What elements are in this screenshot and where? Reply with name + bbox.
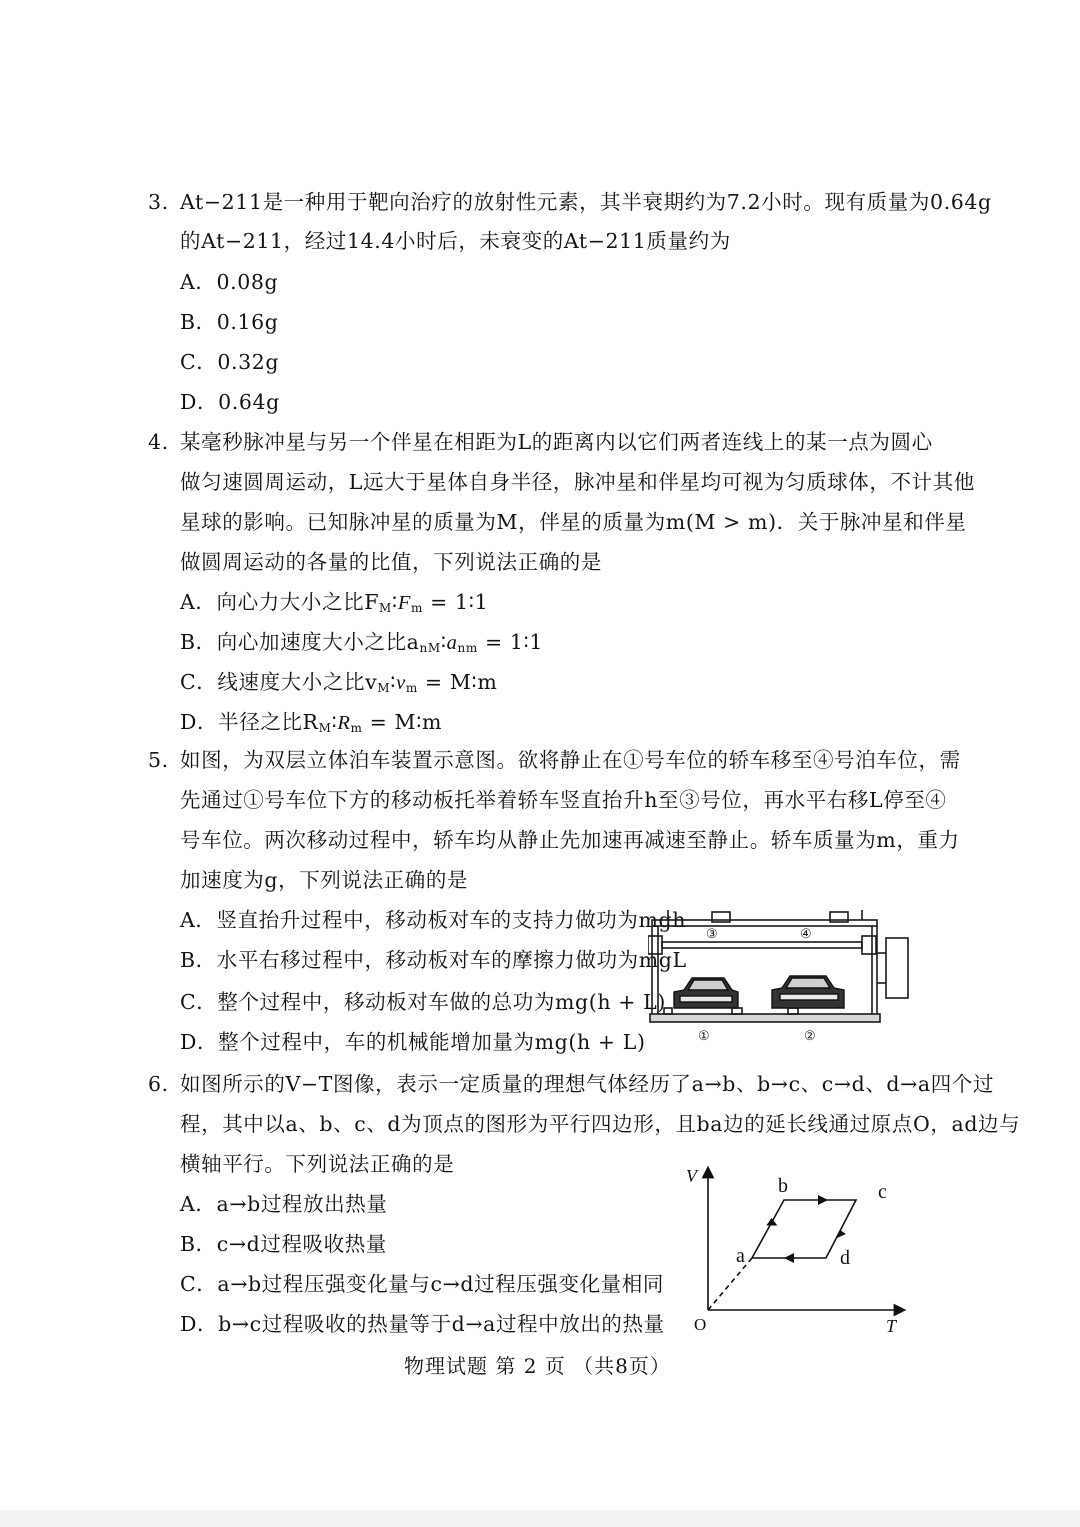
q6-option-d: D．b→c过程吸收的热量等于d→a过程中放出的热量 [180,1312,665,1336]
q4-line4: 做圆周运动的各量的比值，下列说法正确的是 [180,550,602,574]
q4-option-a-tail: = 1∶1 [430,590,489,614]
q6-option-c: C．a→b过程压强变化量与c→d过程压强变化量相同 [180,1272,664,1296]
q6-number: 6. [148,1072,169,1096]
point-b-label: b [778,1175,788,1197]
vt-graph [680,1160,910,1335]
q4-option-d: D．半径之比$R_M∶R_m$ = M∶m [180,710,443,735]
q4-sub-m: m [410,601,423,615]
vt-y-label: V [686,1166,697,1186]
q3-option-b: B．0.16g [180,310,279,334]
q6-line3: 横轴平行。下列说法正确的是 [180,1152,455,1176]
q6-line2: 程，其中以a、b、c、d为顶点的图形为平行四边形，且ba边的延长线通过原点O，ad边与 [180,1112,1021,1136]
page-footer: 物理试题 第 2 页 （共8页） [404,1354,671,1378]
q4-sub-nm: nm [457,641,478,655]
q4-option-c-tail: = M∶m [424,670,498,694]
q3-stem-line2: 的At−211，经过14.4小时后，未衰变的At−211质量约为 [180,229,731,253]
q5-line2: 先通过①号车位下方的移动板托举着轿车竖直抬升h至③号位，再水平右移L停至④ [180,788,947,812]
bottom-margin [0,1510,1080,1527]
point-c-label: c [878,1181,887,1203]
q3-stem-line1: At−211是一种用于靶向治疗的放射性元素，其半衰期约为7.2小时。现有质量为0.64g [180,190,992,214]
slot1-label: ① [698,1028,710,1043]
q4-option-b-tail: = 1∶1 [484,630,544,654]
q3-option-a: A．0.08g [180,270,279,294]
arrow-ab [766,1218,778,1227]
q4-option-a: A．向心力大小之比$F_M∶F_m$ = 1∶1 [180,590,489,615]
q4-number: 4. [148,430,169,454]
q5-option-a: A．竖直抬升过程中，移动板对车的支持力做功为mgh [180,908,687,932]
q4-line2: 做匀速圆周运动，L远大于星体自身半径，脉冲星和伴星均可视为匀质球体，不计其他 [180,470,975,494]
q4-line1: 某毫秒脉冲星与另一个伴星在相距为L的距离内以它们两者连线上的某一点为圆心 [180,430,933,454]
slot2-label: ② [804,1028,816,1043]
q5-number: 5. [148,748,169,772]
q4-option-b: B．向心加速度大小之比$a_{nM}∶a_{nm}$ = 1∶1 [180,630,544,655]
q6-option-a: A．a→b过程放出热量 [180,1192,388,1216]
vt-origin-label: O [694,1315,707,1334]
q4-option-b-text: B．向心加速度大小之比a [180,630,420,654]
q4-option-c: C．线速度大小之比$v_M∶v_m$ = M∶m [180,670,498,695]
q4-sub-M: M [379,601,392,615]
vt-x-label: T [886,1316,897,1335]
slot4-label: ④ [800,926,812,941]
vt-dashed-extension [708,1258,752,1310]
q4-option-a-text: A．向心力大小之比F [180,590,380,614]
parking-figure [648,908,914,1044]
point-d-label: d [840,1247,850,1269]
q5-option-b: B．水平右移过程中，移动板对车的摩擦力做功为mgL [180,948,687,972]
slot3-label: ③ [706,926,718,941]
q4-option-d-tail: = M∶m [369,710,443,734]
q5-option-d: D．整个过程中，车的机械能增加量为mg(h + L) [180,1030,646,1054]
q4-option-c-text: C．线速度大小之比v [180,670,378,694]
q6-option-b: B．c→d过程吸收热量 [180,1232,387,1256]
arrow-bc [818,1195,828,1205]
q5-line4: 加速度为g，下列说法正确的是 [180,868,469,892]
car-left [674,978,738,1008]
q5-line1: 如图，为双层立体泊车装置示意图。欲将静止在①号车位的轿车移至④号泊车位，需 [180,748,961,772]
q5-line3: 号车位。两次移动过程中，轿车均从静止先加速再减速至静止。轿车质量为m，重力 [180,828,960,852]
q3-number: 3. [148,190,169,214]
q6-line1: 如图所示的V−T图像，表示一定质量的理想气体经历了a→b、b→c、c→d、d→a四个过 [180,1072,995,1096]
point-a-label: a [736,1245,745,1267]
q3-option-d: D．0.64g [180,390,280,414]
q5-option-c: C．整个过程中，移动板对车做的总功为mg(h + L) [180,990,666,1014]
car-right [772,976,844,1008]
q4-option-d-text: D．半径之比R [180,710,319,734]
q4-sub-nM: nM [419,641,441,655]
q4-line3: 星球的影响。已知脉冲星的质量为M，伴星的质量为m(M > m)．关于脉冲星和伴星 [180,510,967,534]
arrow-da [784,1253,794,1263]
q3-option-c: C．0.32g [180,350,280,374]
